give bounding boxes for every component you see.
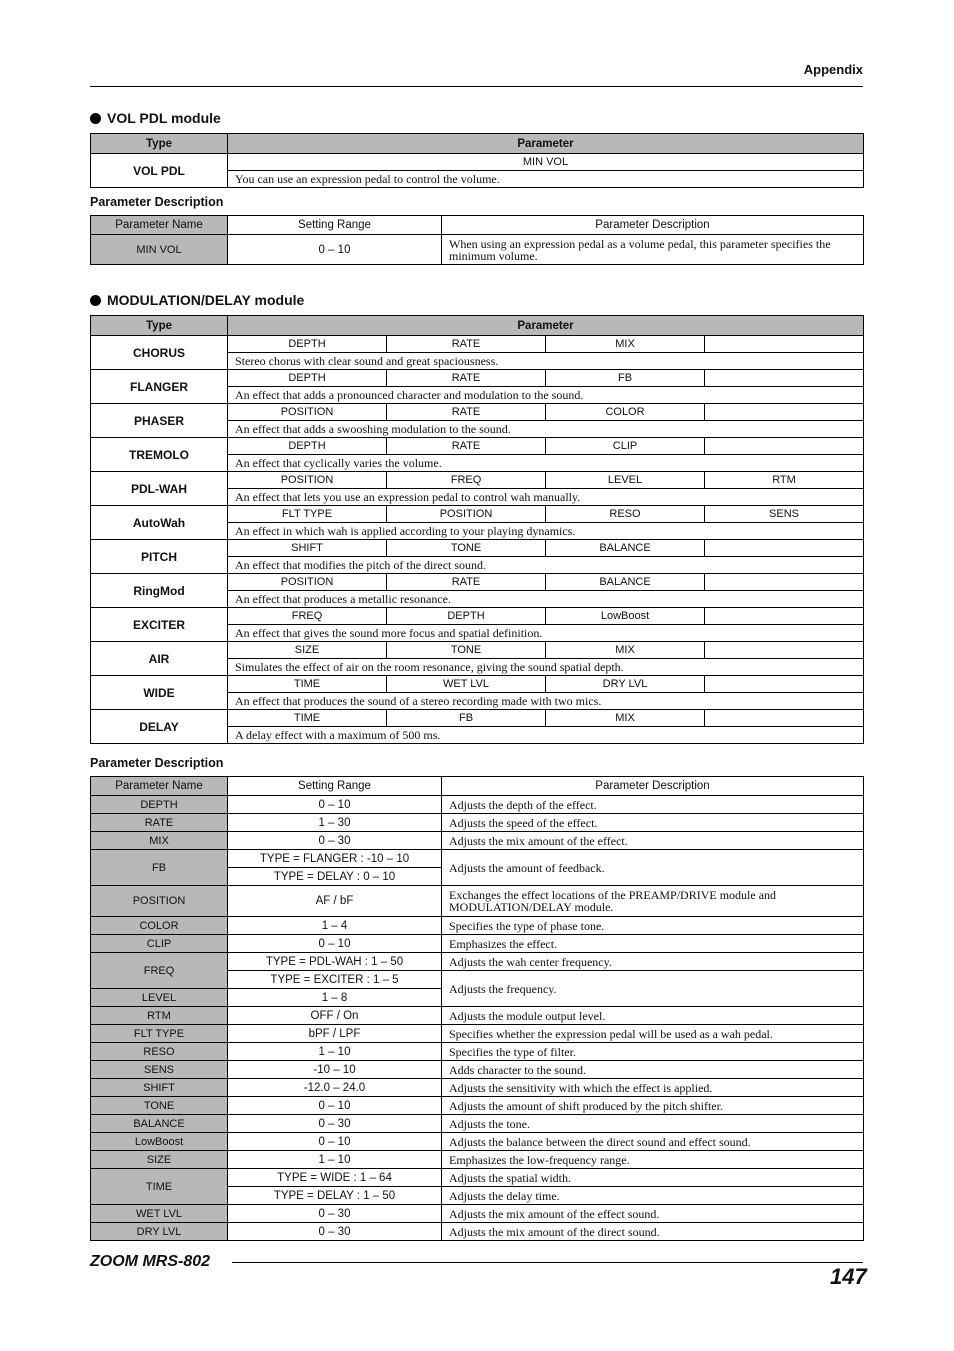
param-desc-header: Parameter Description [442,777,864,796]
table-row [91,404,864,421]
param-name: RATE [91,814,228,832]
setting-range: TYPE = DELAY : 1 – 50 [228,1187,442,1205]
param-description: Adjusts the wah center frequency. [442,953,864,971]
param-name: COLOR [546,404,705,421]
type-description: An effect that cyclically varies the volume. [228,455,864,472]
type-description: An effect that gives the sound more focus and spatial definition. [228,625,864,642]
vol-pdl-param-table [90,215,864,265]
param-name: BALANCE [546,574,705,591]
param-description: Adjusts the spatial width. [442,1169,864,1187]
param-name: MIX [546,710,705,727]
table-row [91,540,864,557]
param-name: DRY LVL [546,676,705,693]
table-row [91,886,864,917]
param-name: DEPTH [228,438,387,455]
type-name: AIR [91,642,228,676]
param-description: Exchanges the effect locations of the PREAMP/DRIVE module and MODULATION/DELAY module. [442,886,864,917]
setting-range: 0 – 30 [228,1115,442,1133]
param-name: DEPTH [91,796,228,814]
bullet-icon [90,113,101,124]
param-description: Adjusts the delay time. [442,1187,864,1205]
table-row [91,917,864,935]
type-description: An effect that adds a pronounced character and modulation to the sound. [228,387,864,404]
param-name: RATE [387,336,546,353]
param-name [705,710,864,727]
param-name: LowBoost [91,1133,228,1151]
type-description: An effect that adds a swooshing modulation to the sound. [228,421,864,438]
param-name [705,574,864,591]
table-row [91,796,864,814]
param-name: WET LVL [91,1205,228,1223]
param-name: RESO [91,1043,228,1061]
param-name: MIN VOL [228,154,864,171]
footer-model: ZOOM MRS-802 [90,1253,211,1270]
param-description: Specifies the type of filter. [442,1043,864,1061]
table-row [91,710,864,727]
setting-range: 0 – 10 [228,1097,442,1115]
table-row [91,235,864,265]
param-description: Adjusts the amount of shift produced by the pitch shifter. [442,1097,864,1115]
mod-delay-type-table [90,315,864,744]
param-name: FLT TYPE [91,1025,228,1043]
param-name: RTM [705,472,864,489]
param-name: RATE [387,438,546,455]
param-name: TONE [387,540,546,557]
type-header: Type [91,316,228,336]
type-description: An effect that modifies the pitch of the direct sound. [228,557,864,574]
param-name [705,370,864,387]
table-row [91,370,864,387]
param-name: WET LVL [387,676,546,693]
param-name: FREQ [387,472,546,489]
type-name: DELAY [91,710,228,744]
param-name: FB [91,850,228,886]
mod-delay-param-table [90,776,864,1241]
setting-range: bPF / LPF [228,1025,442,1043]
table-row [91,1097,864,1115]
setting-range: TYPE = WIDE : 1 – 64 [228,1169,442,1187]
param-name: CLIP [546,438,705,455]
type-name: EXCITER [91,608,228,642]
bullet-icon [90,295,101,306]
table-row [91,154,864,171]
param-name: TONE [91,1097,228,1115]
type-name: RingMod [91,574,228,608]
param-name: LowBoost [546,608,705,625]
param-name: MIX [91,832,228,850]
param-description: Emphasizes the low-frequency range. [442,1151,864,1169]
page-number: 147 [830,1264,867,1289]
param-name: RATE [387,404,546,421]
setting-range: -12.0 – 24.0 [228,1079,442,1097]
type-name: PITCH [91,540,228,574]
type-description: An effect in which wah is applied according to your playing dynamics. [228,523,864,540]
table-row [91,608,864,625]
table-row [91,642,864,659]
setting-range: 1 – 8 [228,989,442,1007]
type-description: You can use an expression pedal to control the volume. [228,171,864,188]
table-row [91,1151,864,1169]
table-row [91,1169,864,1187]
param-name: SHIFT [228,540,387,557]
param-name: RATE [387,370,546,387]
setting-range: 1 – 10 [228,1043,442,1061]
param-name: TIME [228,676,387,693]
table-row [91,1223,864,1241]
param-description: Adjusts the tone. [442,1115,864,1133]
setting-range: 0 – 30 [228,832,442,850]
param-description: When using an expression pedal as a volume pedal, this parameter specifies the minimum volume. [442,235,864,265]
param-name: TIME [91,1169,228,1205]
type-description: An effect that produces a metallic resonance. [228,591,864,608]
param-name: SENS [705,506,864,523]
param-name: DRY LVL [91,1223,228,1241]
param-name: DEPTH [228,370,387,387]
header-label: Appendix [803,62,863,77]
param-name: RTM [91,1007,228,1025]
param-name: DEPTH [228,336,387,353]
param-name: COLOR [91,917,228,935]
param-description: Adjusts the depth of the effect. [442,796,864,814]
param-name: RESO [546,506,705,523]
type-name: PDL-WAH [91,472,228,506]
mod-delay-section-title [90,292,304,308]
param-name [705,642,864,659]
vol-pdl-type-table [90,133,864,188]
param-name: FREQ [228,608,387,625]
type-name: PHASER [91,404,228,438]
param-name: POSITION [228,404,387,421]
page-header [90,62,863,87]
type-name: FLANGER [91,370,228,404]
type-description: An effect that produces the sound of a stereo recording made with two mics. [228,693,864,710]
param-name-header: Parameter Name [91,216,228,235]
param-description: Adjusts the module output level. [442,1007,864,1025]
param-name: FB [387,710,546,727]
param-name: BALANCE [546,540,705,557]
type-header: Type [91,134,228,154]
param-name: TIME [228,710,387,727]
table-row [91,506,864,523]
param-desc-header: Parameter Description [442,216,864,235]
type-name: VOL PDL [91,154,228,188]
table-row [91,1061,864,1079]
param-name: FLT TYPE [228,506,387,523]
parameter-description-heading: Parameter Description [90,195,224,209]
param-description: Adjusts the amount of feedback. [442,850,864,886]
param-description: Adjusts the mix amount of the effect sound. [442,1205,864,1223]
param-name [705,336,864,353]
param-name-header: Parameter Name [91,777,228,796]
table-row [91,1007,864,1025]
param-description: Adjusts the frequency. [442,971,864,1007]
param-name: SIZE [228,642,387,659]
param-name: LEVEL [546,472,705,489]
param-name: POSITION [228,472,387,489]
parameter-description-heading: Parameter Description [90,756,224,770]
setting-range: TYPE = EXCITER : 1 – 5 [228,971,442,989]
setting-range: 0 – 10 [228,796,442,814]
param-description: Specifies whether the expression pedal will be used as a wah pedal. [442,1025,864,1043]
param-name [705,404,864,421]
setting-range: 0 – 30 [228,1205,442,1223]
param-name: SIZE [91,1151,228,1169]
table-row [91,1043,864,1061]
param-name: BALANCE [91,1115,228,1133]
param-name: CLIP [91,935,228,953]
setting-range: 1 – 30 [228,814,442,832]
type-description: Simulates the effect of air on the room resonance, giving the sound spatial depth. [228,659,864,676]
param-name [705,540,864,557]
table-row [91,676,864,693]
setting-range: -10 – 10 [228,1061,442,1079]
type-name: TREMOLO [91,438,228,472]
param-name [705,438,864,455]
param-name: POSITION [387,506,546,523]
table-row [91,336,864,353]
table-row [91,1025,864,1043]
setting-range: TYPE = DELAY : 0 – 10 [228,868,442,886]
param-name [705,676,864,693]
param-name: MIX [546,642,705,659]
table-row [91,814,864,832]
param-description: Adjusts the speed of the effect. [442,814,864,832]
setting-range: AF / bF [228,886,442,917]
setting-range-header: Setting Range [228,216,442,235]
setting-range: TYPE = PDL-WAH : 1 – 50 [228,953,442,971]
type-description: A delay effect with a maximum of 500 ms. [228,727,864,744]
setting-range: OFF / On [228,1007,442,1025]
vol-pdl-section-title [90,110,221,126]
table-row [91,1079,864,1097]
param-description: Adjusts the mix amount of the direct sound. [442,1223,864,1241]
param-name [705,608,864,625]
table-row [91,1133,864,1151]
parameter-header: Parameter [228,316,864,336]
table-row [91,832,864,850]
setting-range: 0 – 10 [228,935,442,953]
param-description: Adjusts the sensitivity with which the effect is applied. [442,1079,864,1097]
table-row [91,1115,864,1133]
type-name: WIDE [91,676,228,710]
type-description: An effect that lets you use an expression pedal to control wah manually. [228,489,864,506]
param-description: Adjusts the balance between the direct sound and effect sound. [442,1133,864,1151]
param-name: POSITION [228,574,387,591]
setting-range: 0 – 10 [228,235,442,265]
param-name: RATE [387,574,546,591]
table-row [91,953,864,971]
param-name: SENS [91,1061,228,1079]
param-name: FB [546,370,705,387]
table-row [91,472,864,489]
param-name: SHIFT [91,1079,228,1097]
setting-range: 0 – 30 [228,1223,442,1241]
table-row [91,438,864,455]
section-title-text: VOL PDL module [107,110,221,126]
table-row [91,935,864,953]
section-title-text: MODULATION/DELAY module [107,292,305,308]
type-description: Stereo chorus with clear sound and great spaciousness. [228,353,864,370]
param-description: Specifies the type of phase tone. [442,917,864,935]
param-name: POSITION [91,886,228,917]
param-description: Adjusts the mix amount of the effect. [442,832,864,850]
param-name: DEPTH [387,608,546,625]
setting-range-header: Setting Range [228,777,442,796]
param-description: Adds character to the sound. [442,1061,864,1079]
setting-range: 1 – 10 [228,1151,442,1169]
type-name: AutoWah [91,506,228,540]
footer-divider [232,1262,863,1263]
setting-range: 0 – 10 [228,1133,442,1151]
param-name: FREQ [91,953,228,989]
param-description: Emphasizes the effect. [442,935,864,953]
setting-range: 1 – 4 [228,917,442,935]
table-row [91,1205,864,1223]
table-row [91,850,864,868]
table-row [91,574,864,591]
param-name: LEVEL [91,989,228,1007]
type-name: CHORUS [91,336,228,370]
param-name: MIX [546,336,705,353]
param-name: TONE [387,642,546,659]
param-name: MIN VOL [91,235,228,265]
parameter-header: Parameter [228,134,864,154]
setting-range: TYPE = FLANGER : -10 – 10 [228,850,442,868]
